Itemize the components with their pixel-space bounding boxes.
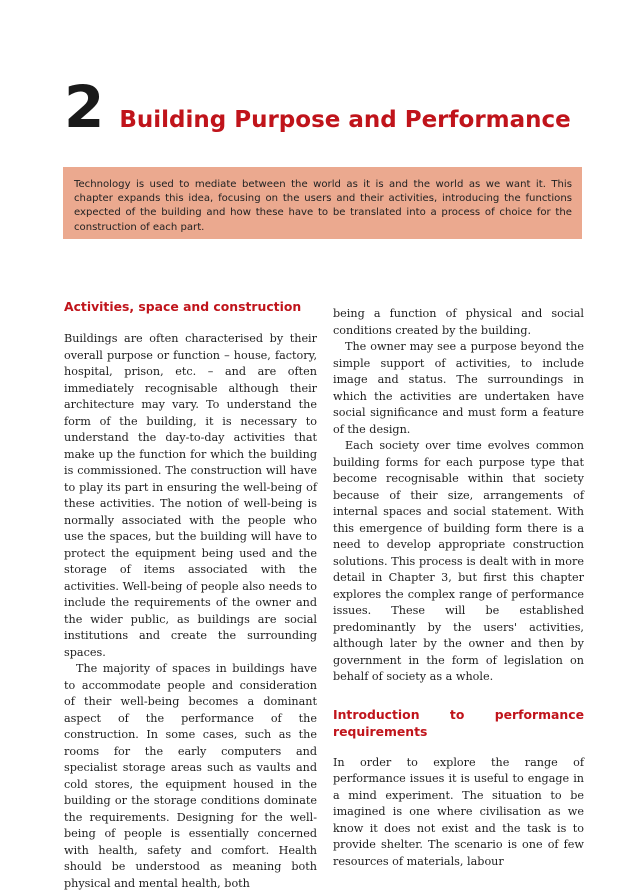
chapter-heading <box>64 73 571 141</box>
chapter-abstract-text: Technology is used to mediate between the world as it is and the world as we want it. This chapter expands this idea, focusing on the users and their activities, introducing the functions expected of the building and how these have to be translated into a process of choice for the construction of each part. <box>74 179 572 233</box>
section-heading-performance: Introduction to performance requirements <box>333 706 584 739</box>
section-heading-activities: Activities, space and construction <box>64 299 302 314</box>
body-paragraph: Buildings are often characterised by their overall purpose or function – house, factory, hospital, prison, etc. – and are often immediately recognisable although their architecture may vary. To understand the form of the building, it is necessary to understand the day-to-day activities that make up the function for which the building is commissioned. The construction will have to play its part in ensuring the well-being of these activities. The notion of well-being is normally associated with the people who use the spaces, but the building will have to protect the equipment being used and the storage of items associated with the activities. Well-being of people also needs to include the requirements of the owner and the wider public, as buildings are social institutions and create the surrounding spaces. <box>64 332 317 659</box>
left-column <box>64 298 317 892</box>
body-paragraph: Each society over time evolves common building forms for each purpose type that become recognisable within that society because of their size, arrangements of internal spaces and social statement. With this emergence of building form there is a need to develop appropriate construction solutions. This process is dealt with in more detail in Chapter 3, but first this chapter explores the complex range of performance issues. These will be established predominantly by the users' activities, although later by the owner and then by government in the form of legislation on behalf of society as a whole. <box>333 439 584 683</box>
chapter-abstract-box <box>63 167 582 239</box>
body-paragraph: In order to explore the range of performance issues it is useful to engage in a mind experiment. The situation to be imagined is one where civilisation as we know it does not exist and the task is to provide shelter. The scenario is one of few resources of materials, labour <box>333 755 584 868</box>
chapter-title: Building Purpose and Performance <box>119 107 571 133</box>
body-paragraph: The majority of spaces in buildings have to accommodate people and consideration of their well-being becomes a dominant aspect of the performance of the construction. In some cases, such as the rooms for the early computers and specialist storage areas such as vaults and cold stores, the equipment housed in the building or the storage conditions dominate the requirements. Designing for the well-being of people is essentially concerned with health, safety and comfort. Health should be understood as meaning both physical and mental health, both <box>64 662 317 890</box>
chapter-number: 2 <box>64 73 104 141</box>
body-paragraph: being a function of physical and social conditions created by the building. <box>333 307 584 337</box>
right-column <box>333 306 584 870</box>
body-paragraph: The owner may see a purpose beyond the simple support of activities, to include image and status. The surroundings in which the activities are undertaken have social significance and must form a feature of the design. <box>333 340 584 436</box>
